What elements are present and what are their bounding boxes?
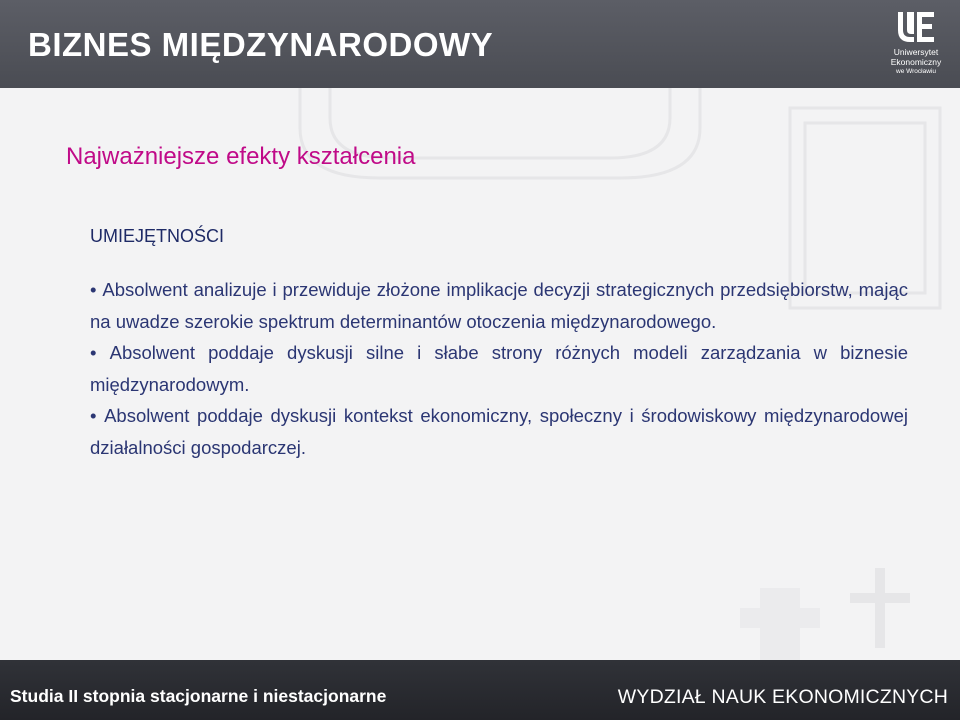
footer-faculty: WYDZIAŁ NAUK EKONOMICZNYCH [617, 686, 948, 708]
bullet-item-3: • Absolwent poddaje dyskusji kontekst ekonomiczny, społeczny i środowiskowy międzynarodowej działalności gospodarczej. [90, 400, 908, 463]
page-title: BIZNES MIĘDZYNARODOWY [28, 26, 494, 63]
header-bar [0, 0, 960, 88]
logo-line-2: Ekonomiczny [890, 56, 942, 67]
bullet-item-2: • Absolwent poddaje dyskusji silne i słabe strony różnych modeli zarządzania w biznesie międzynarodowym. [90, 337, 908, 400]
university-logo [884, 8, 948, 80]
section-subtitle: Najważniejsze efekty kształcenia [66, 143, 416, 170]
logo-line-3: we Wrocławiu [896, 68, 936, 75]
footer-bar [0, 660, 960, 720]
footer-program: Studia II stopnia stacjonarne i niestacjonarne [10, 686, 387, 706]
ue-logo-icon [894, 8, 938, 48]
content-area [0, 88, 960, 660]
bullet-list [90, 274, 908, 463]
logo-line-1: Uniwersytet [893, 47, 939, 57]
skills-heading: UMIEJĘTNOŚCI [90, 226, 225, 246]
bullet-item-1: • Absolwent analizuje i przewiduje złożone implikacje decyzji strategicznych przedsiębiorstw, mając na uwadze szerokie spektrum determinantów otoczenia międzynarodowego. [90, 274, 908, 337]
